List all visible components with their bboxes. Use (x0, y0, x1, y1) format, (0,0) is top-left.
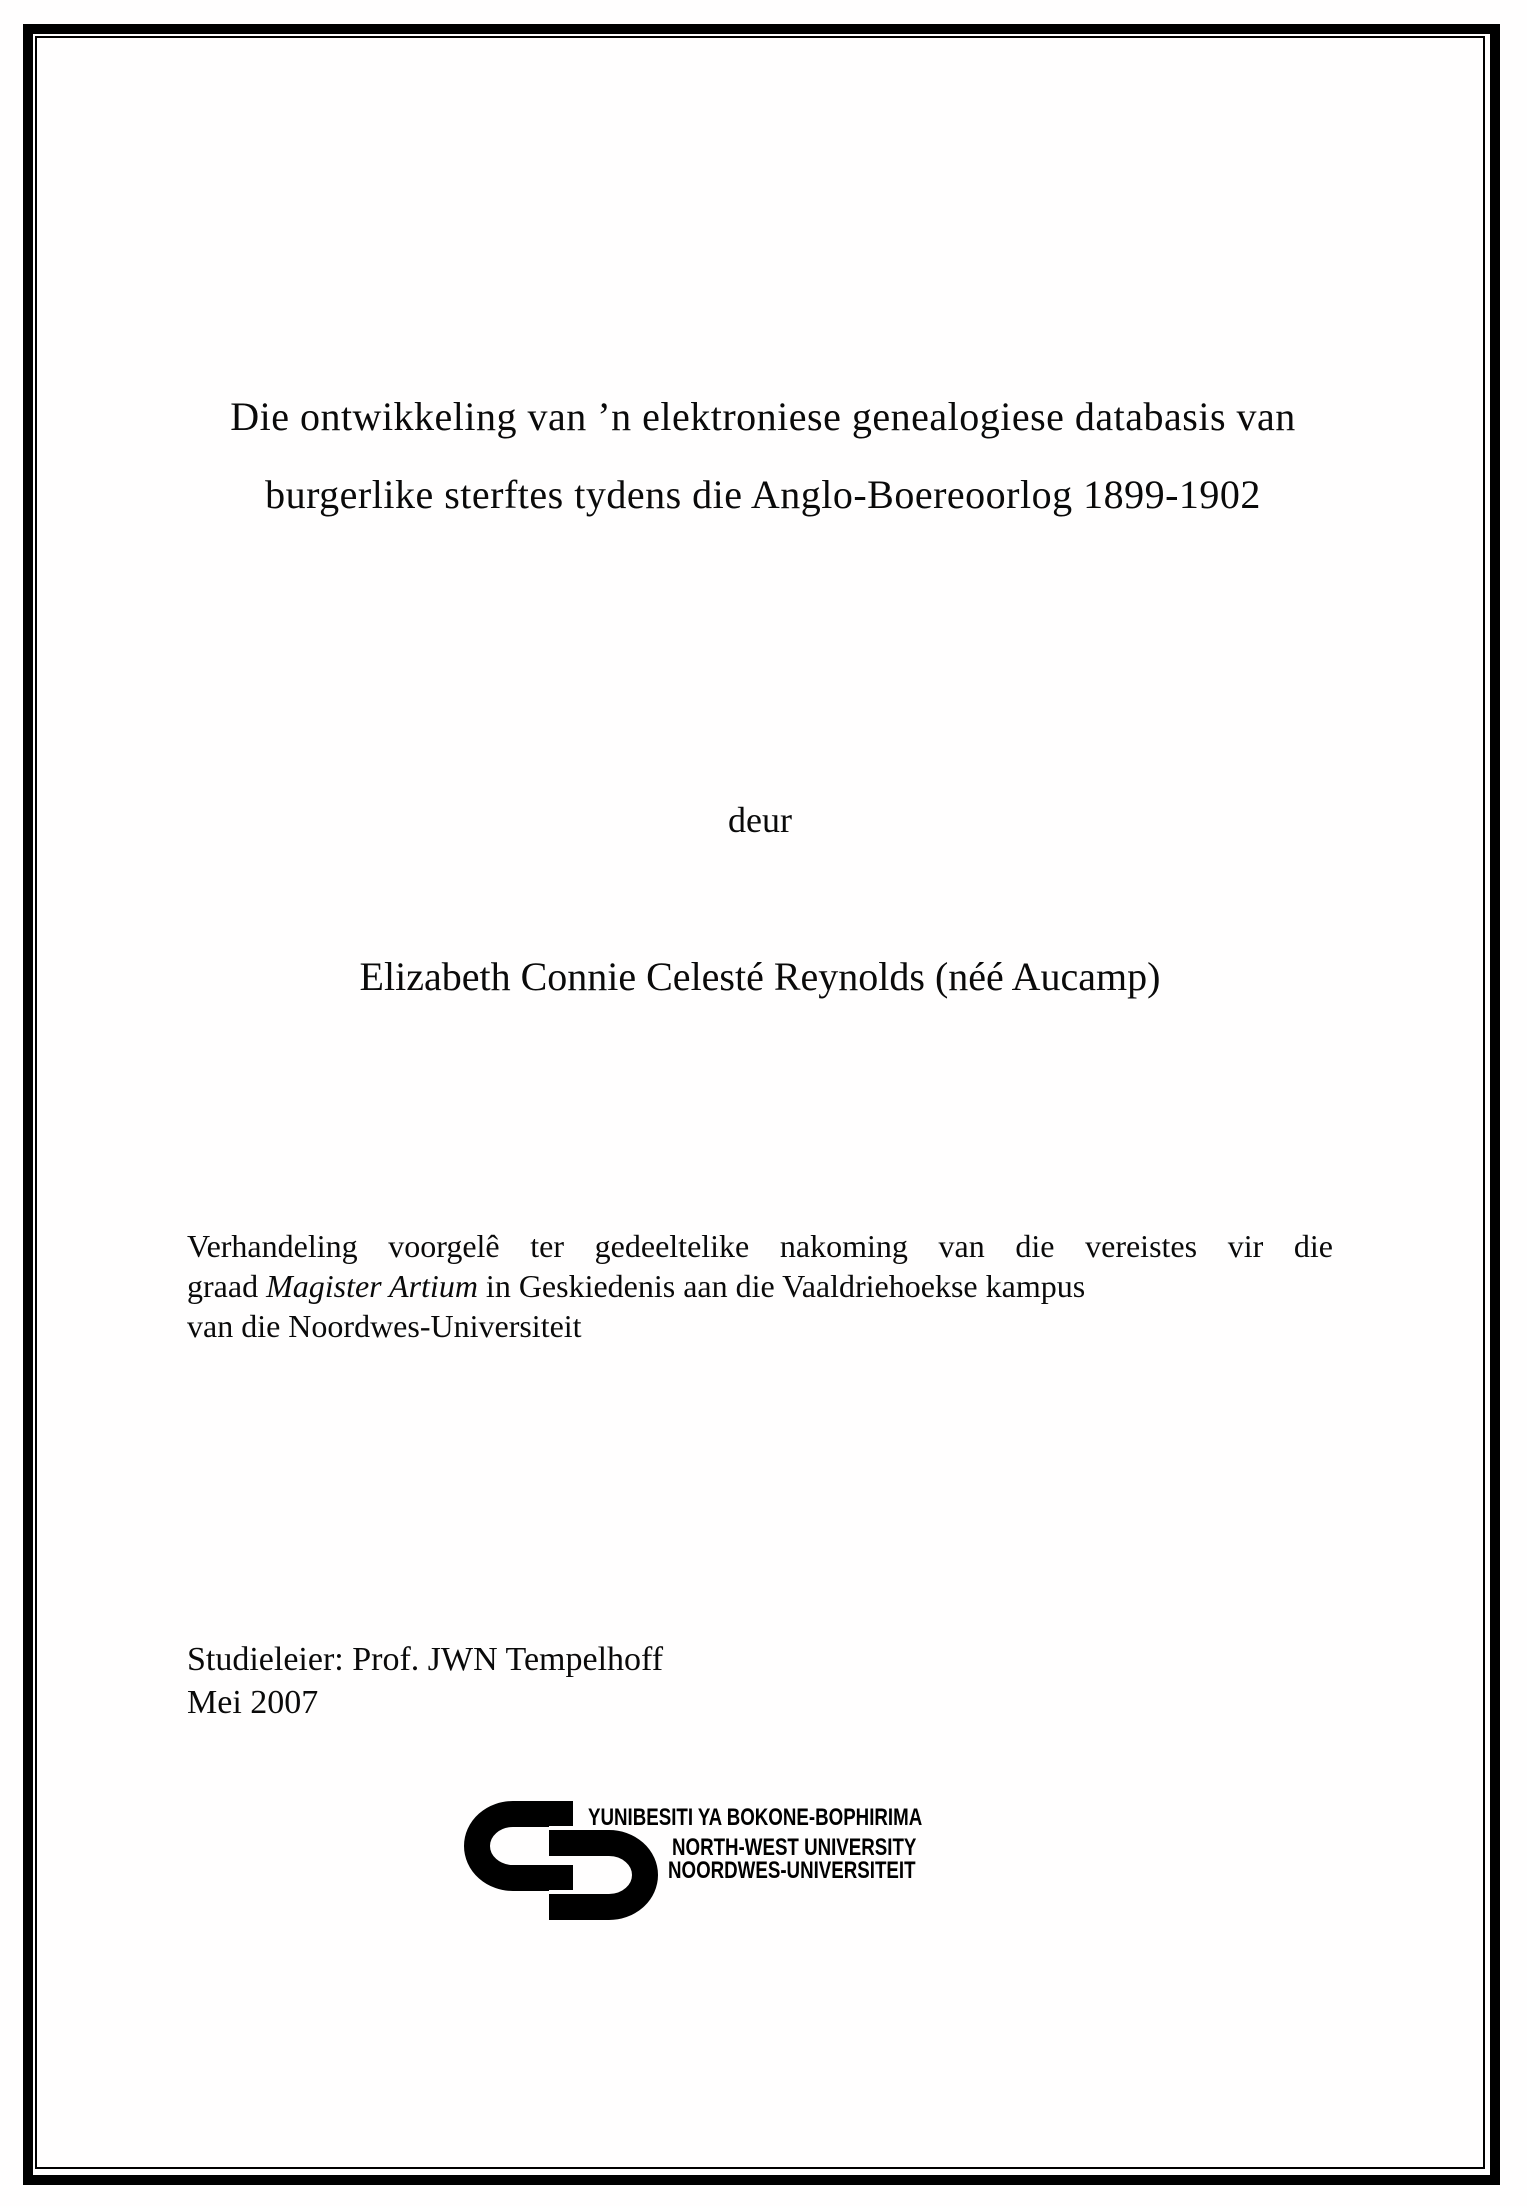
thesis-title-line-1: Die ontwikkeling van ’n elektroniese genealogiese databasis van (230, 394, 1296, 439)
degree-name: Magister Artium (266, 1268, 478, 1304)
thesis-title-line-2: burgerlike sterftes tydens die Anglo-Boereoorlog 1899-1902 (265, 472, 1261, 517)
supervisor-line: Studieleier: Prof. JWN Tempelhoff (187, 1641, 664, 1678)
supervisor-block (187, 1638, 663, 1724)
degree-statement-line-1: Verhandeling voorgelê ter gedeeltelike nakoming van die vereistes vir die (187, 1228, 1333, 1264)
degree-statement-line-3: van die Noordwes-Universiteit (187, 1308, 582, 1344)
author-name: Elizabeth Connie Celesté Reynolds (néé Aucamp) (359, 954, 1161, 999)
degree-statement-line-2 (187, 1266, 1333, 1306)
logo-text-setswana: YUNIBESITI YA BOKONE-BOPHIRIMA (588, 1804, 923, 1831)
degree-statement-line-2-suffix: in Geskiedenis aan die Vaaldriehoekse kampus (477, 1268, 1086, 1304)
logo-text-english: NORTH-WEST UNIVERSITY (672, 1834, 917, 1861)
logo-text-afrikaans: NOORDWES-UNIVERSITEIT (668, 1857, 916, 1884)
thesis-title (183, 378, 1343, 534)
degree-statement-line-2-prefix: graad (187, 1268, 267, 1304)
degree-statement (187, 1226, 1333, 1346)
date-line: Mei 2007 (187, 1684, 319, 1721)
byline: deur (728, 800, 792, 840)
